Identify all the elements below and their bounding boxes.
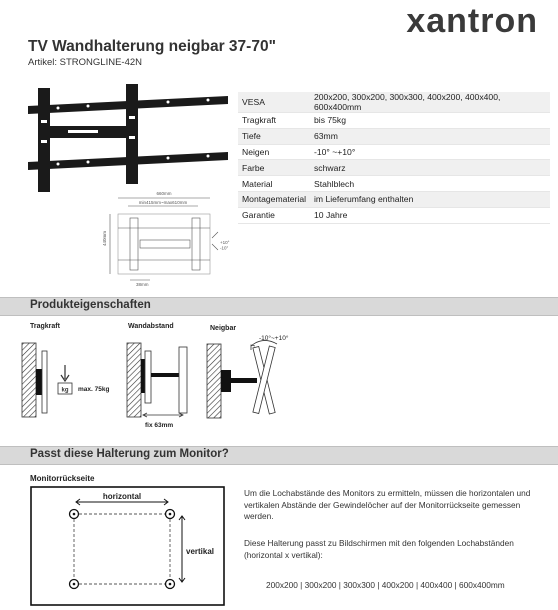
spec-value: bis 75kg	[310, 113, 550, 129]
label-tilt: Neigbar	[210, 325, 237, 332]
spec-value: 10 Jahre	[310, 207, 550, 223]
spec-row	[238, 207, 550, 223]
tilt-illustration	[205, 330, 300, 420]
spec-table	[238, 92, 550, 224]
dim-height: 440mm	[102, 230, 107, 246]
spec-row	[238, 160, 550, 176]
section-heading-monitor: Passt diese Halterung zum Monitor?	[30, 448, 229, 460]
spec-row	[238, 92, 550, 113]
tilt-value: -10°~+10°	[259, 335, 289, 342]
mount-product-image	[28, 82, 228, 192]
spec-row	[238, 176, 550, 192]
spec-value: -10° ~+10°	[310, 144, 550, 160]
spec-value: im Lieferumfang enthalten	[310, 191, 550, 207]
spec-value: 63mm	[310, 128, 550, 144]
distance-illustration	[125, 335, 210, 430]
monitor-text-1: Um die Lochabstände des Monitors zu ermitteln, müssen die horizontalen und vertikalen Abstände der Gewindelöcher auf der Monitorrückseite gemessen werden.	[244, 488, 531, 522]
horizontal-label: horizontal	[102, 492, 142, 501]
spec-key: Farbe	[238, 160, 310, 176]
technical-drawing	[100, 188, 240, 292]
spec-key: Neigen	[238, 144, 310, 160]
spec-key: Garantie	[238, 207, 310, 223]
label-distance: Wandabstand	[128, 323, 174, 330]
dim-depth: 38mm	[136, 282, 149, 287]
spec-row	[238, 113, 550, 129]
spec-row	[238, 128, 550, 144]
vertical-label: vertikal	[186, 547, 215, 556]
dim-inner: min415mm~max610mm	[138, 200, 188, 205]
section-bar-properties	[0, 297, 558, 316]
dim-tilt: +10° -10°	[220, 240, 230, 251]
brand-logo: xantron	[406, 2, 538, 40]
spec-row	[238, 144, 550, 160]
monitor-text-2: Diese Halterung passt zu Bildschirmen mit den folgenden Lochabständen (horizontal x vertikal):	[244, 538, 514, 560]
weight-icon-label: kg	[61, 387, 69, 394]
spec-key: Montagematerial	[238, 191, 310, 207]
product-title: TV Wandhalterung neigbar 37-70"	[28, 38, 276, 55]
spec-key: VESA	[238, 92, 310, 113]
spec-value: schwarz	[310, 160, 550, 176]
section-heading-properties: Produkteigenschaften	[30, 299, 151, 311]
load-illustration	[20, 335, 130, 420]
spec-value: 200x200, 300x200, 300x300, 400x200, 400x400, 600x400mm	[310, 92, 550, 113]
load-value: max. 75kg	[78, 386, 110, 393]
article-number: Artikel: STRONGLINE-42N	[28, 57, 143, 68]
spec-row	[238, 191, 550, 207]
dim-width: 660mm	[156, 191, 172, 196]
spec-key: Tragkraft	[238, 113, 310, 129]
section-bar-monitor	[0, 446, 558, 465]
distance-value: fix 63mm	[145, 422, 174, 429]
spec-key: Tiefe	[238, 128, 310, 144]
spec-value: Stahlblech	[310, 176, 550, 192]
vesa-sizes: 200x200 | 300x200 | 300x300 | 400x200 | 400x400 | 600x400mm	[266, 580, 505, 590]
label-load: Tragkraft	[30, 323, 60, 330]
monitor-subheading: Monitorrückseite	[30, 474, 95, 483]
spec-key: Material	[238, 176, 310, 192]
monitor-back-diagram	[30, 486, 225, 606]
